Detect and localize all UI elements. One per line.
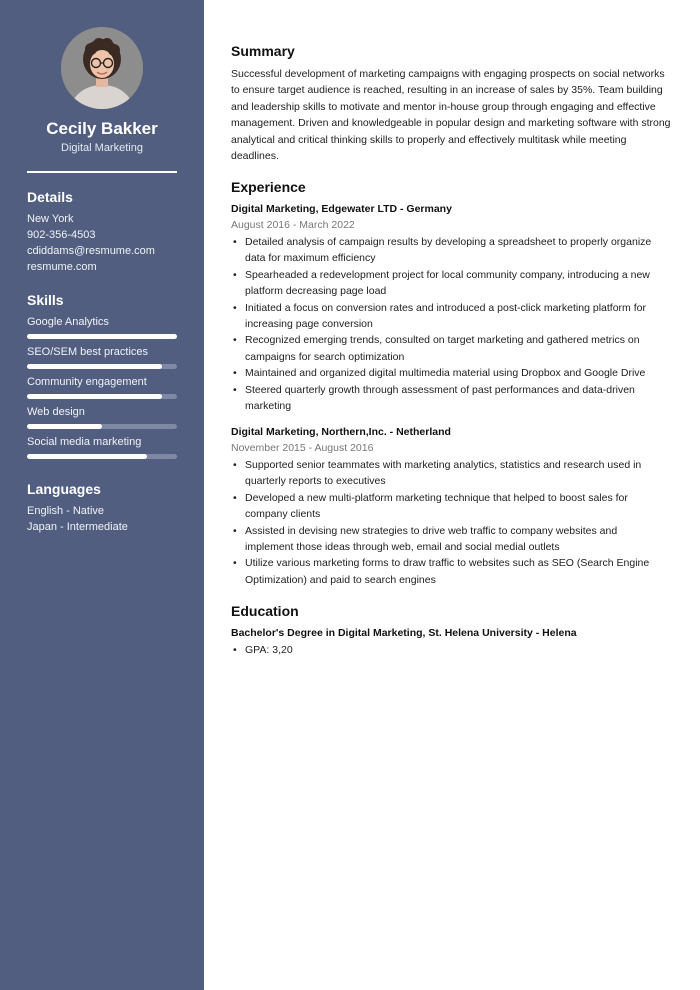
list-item: • Spearheaded a redevelopment project for local community company, introducing a new platform decreasing page load xyxy=(231,267,661,300)
skill-bar xyxy=(27,424,177,429)
education-bullets xyxy=(231,642,661,658)
skill-fill xyxy=(27,424,102,429)
job-dates: November 2015 - August 2016 xyxy=(231,442,374,454)
list-item: • Detailed analysis of campaign results by developing a spreadsheet to properly organize data for maximum efficiency xyxy=(231,234,661,267)
summary-heading: Summary xyxy=(231,43,295,59)
details-heading: Details xyxy=(27,189,73,205)
skill-fill xyxy=(27,394,162,399)
job-bullets xyxy=(231,457,661,588)
job-title: Digital Marketing, Edgewater LTD - Germany xyxy=(231,203,452,215)
job-dates: August 2016 - March 2022 xyxy=(231,219,355,231)
experience-heading: Experience xyxy=(231,179,306,195)
skill-label: Google Analytics xyxy=(27,316,109,328)
degree-title: Bachelor's Degree in Digital Marketing, St. Helena University - Helena xyxy=(231,627,577,639)
skill-fill xyxy=(27,334,177,339)
job-title: Digital Marketing, Northern,Inc. - Netherland xyxy=(231,426,451,438)
profile-photo xyxy=(61,27,143,109)
details-phone: 902-356-4503 xyxy=(27,229,96,241)
language-item: Japan - Intermediate xyxy=(27,521,128,533)
skill-bar xyxy=(27,394,177,399)
list-item: • Recognized emerging trends, consulted on target marketing and gathered metrics on campaigns for search optimization xyxy=(231,332,661,365)
skill-label: Community engagement xyxy=(27,376,147,388)
list-item: • Developed a new multi-platform marketing technique that helped to boost sales for company clients xyxy=(231,490,661,523)
languages-heading: Languages xyxy=(27,481,101,497)
skills-heading: Skills xyxy=(27,292,64,308)
skill-label: Web design xyxy=(27,406,85,418)
skill-bar xyxy=(27,364,177,369)
candidate-name: Cecily Bakker xyxy=(46,119,158,138)
details-email: cdiddams@resmume.com xyxy=(27,245,155,257)
skill-fill xyxy=(27,454,147,459)
list-item: • Assisted in devising new strategies to drive web traffic to company websites and implement those ideas through web, email and social medial outlets xyxy=(231,523,661,556)
summary-text: Successful development of marketing campaigns with engaging prospects on social networks to ensure target audience is reached, resulting in an increase of sales by 35%. Team building and leadership skills to motivate and mentor in-house group through engaging and effective management. Driven and knowledgeable in popular design and marketing software with strong analytical and critical thinking skills to properly and effectively multitask while meeting deadlines. xyxy=(231,68,671,163)
sidebar-divider xyxy=(27,171,177,173)
list-item: • Maintained and organized digital multimedia material using Dropbox and Google Drive xyxy=(231,365,661,381)
job-bullets xyxy=(231,234,661,414)
skill-fill xyxy=(27,364,162,369)
skill-bar xyxy=(27,454,177,459)
candidate-title: Digital Marketing xyxy=(61,142,143,154)
details-city: New York xyxy=(27,213,74,225)
education-heading: Education xyxy=(231,603,299,619)
skill-bar xyxy=(27,334,177,339)
details-website: resmume.com xyxy=(27,261,97,273)
list-item: • Initiated a focus on conversion rates and introduced a post-click marketing platform for increasing page conversion xyxy=(231,300,661,333)
list-item: • GPA: 3,20 xyxy=(231,642,661,658)
language-item: English - Native xyxy=(27,505,105,517)
avatar xyxy=(61,27,143,109)
list-item: • Steered quarterly growth through assessment of past performances and data-driven marketing xyxy=(231,382,661,415)
skill-label: Social media marketing xyxy=(27,436,142,448)
skill-label: SEO/SEM best practices xyxy=(27,346,149,358)
sidebar xyxy=(0,0,204,990)
list-item: • Utilize various marketing forms to draw traffic to websites such as SEO (Search Engine Optimization) and paid to search engines xyxy=(231,555,661,588)
list-item: • Supported senior teammates with marketing analytics, statistics and research used in quarterly reports to executives xyxy=(231,457,661,490)
